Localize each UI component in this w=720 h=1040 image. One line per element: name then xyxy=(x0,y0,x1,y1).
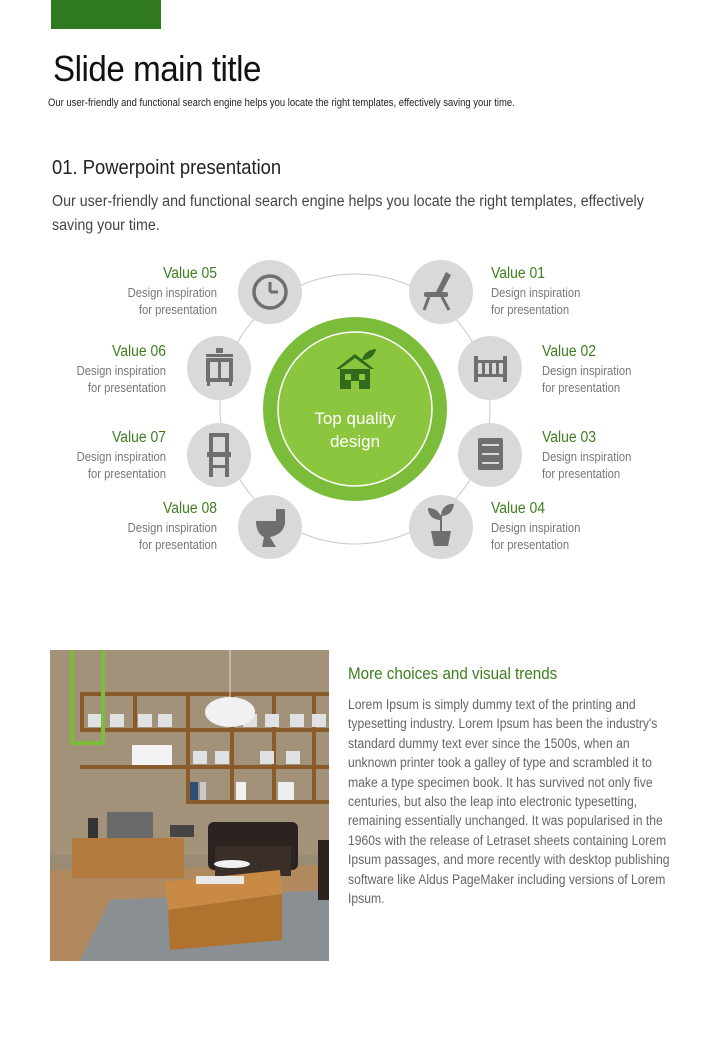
value-desc-line2: for presentation xyxy=(491,302,570,317)
center-label-line1: Top quality xyxy=(314,409,396,428)
value-06-icon-node xyxy=(187,336,251,400)
feature-heading: More choices and visual trends xyxy=(348,665,558,683)
page-subtitle: Our user-friendly and functional search engine helps you locate the right templates, effectively saving your time. xyxy=(48,97,515,109)
page-title: Slide main title xyxy=(53,48,262,89)
value-title: Value 03 xyxy=(542,429,597,446)
value-01-icon-node xyxy=(409,260,473,324)
value-title: Value 08 xyxy=(162,500,217,517)
value-07-icon-node xyxy=(187,423,251,487)
value-desc-line2: for presentation xyxy=(138,537,217,552)
section-heading: 01. Powerpoint presentation xyxy=(52,157,282,179)
value-title: Value 06 xyxy=(111,343,166,360)
value-desc-line2: for presentation xyxy=(138,302,217,317)
value-08-icon-node xyxy=(238,495,302,559)
value-desc-line2: for presentation xyxy=(542,380,621,395)
value-01-label xyxy=(491,265,691,318)
center-label-line2: design xyxy=(329,432,381,451)
value-08-label xyxy=(17,500,217,553)
value-desc-line1: Design inspiration xyxy=(76,364,166,378)
value-03-label xyxy=(542,429,720,482)
value-desc-line2: for presentation xyxy=(87,380,166,395)
value-04-icon-node xyxy=(409,495,473,559)
value-07-label xyxy=(0,429,166,482)
living-room-illustration xyxy=(50,650,329,961)
value-desc-line1: Design inspiration xyxy=(76,450,166,464)
value-desc-line1: Design inspiration xyxy=(491,286,581,300)
value-title: Value 05 xyxy=(162,265,217,282)
accent-bar xyxy=(51,0,161,29)
value-diagram xyxy=(0,250,720,580)
value-title: Value 01 xyxy=(491,265,546,282)
section-description: Our user-friendly and functional search engine helps you locate the right templates, effectively saving your time. xyxy=(52,193,644,234)
value-02-icon-node xyxy=(458,336,522,400)
value-desc-line1: Design inspiration xyxy=(127,286,217,300)
value-02-label xyxy=(542,343,720,396)
value-desc-line1: Design inspiration xyxy=(127,521,217,535)
value-desc-line2: for presentation xyxy=(542,466,621,481)
value-04-label xyxy=(491,500,691,553)
value-05-label xyxy=(17,265,217,318)
living-room-photo xyxy=(50,650,329,961)
drawer-cabinet-icon xyxy=(478,438,503,470)
value-desc-line2: for presentation xyxy=(491,537,570,552)
value-desc-line1: Design inspiration xyxy=(491,521,581,535)
value-03-icon-node xyxy=(458,423,522,487)
value-05-icon-node xyxy=(238,260,302,324)
value-title: Value 02 xyxy=(542,343,597,360)
value-desc-line2: for presentation xyxy=(87,466,166,481)
feature-body: Lorem Ipsum is simply dummy text of the printing and typesetting industry. Lorem Ipsum has been the industry's standard dummy text ever since the 1500s, when an unknown printer took a galley of type and scrambled it to make a type specimen book. It has survived not only five centuries, but also the leap into electronic typesetting, remaining essentially unchanged. It was popularised in the 1960s with the release of Letraset sheets containing Lorem Ipsum passages, and more recently with desktop publishing software like Aldus PageMaker including versions of Lorem Ipsum. xyxy=(348,697,670,907)
value-desc-line1: Design inspiration xyxy=(542,364,632,378)
value-title: Value 04 xyxy=(491,500,546,517)
value-desc-line1: Design inspiration xyxy=(542,450,632,464)
value-06-label xyxy=(0,343,166,396)
value-title: Value 07 xyxy=(111,429,166,446)
